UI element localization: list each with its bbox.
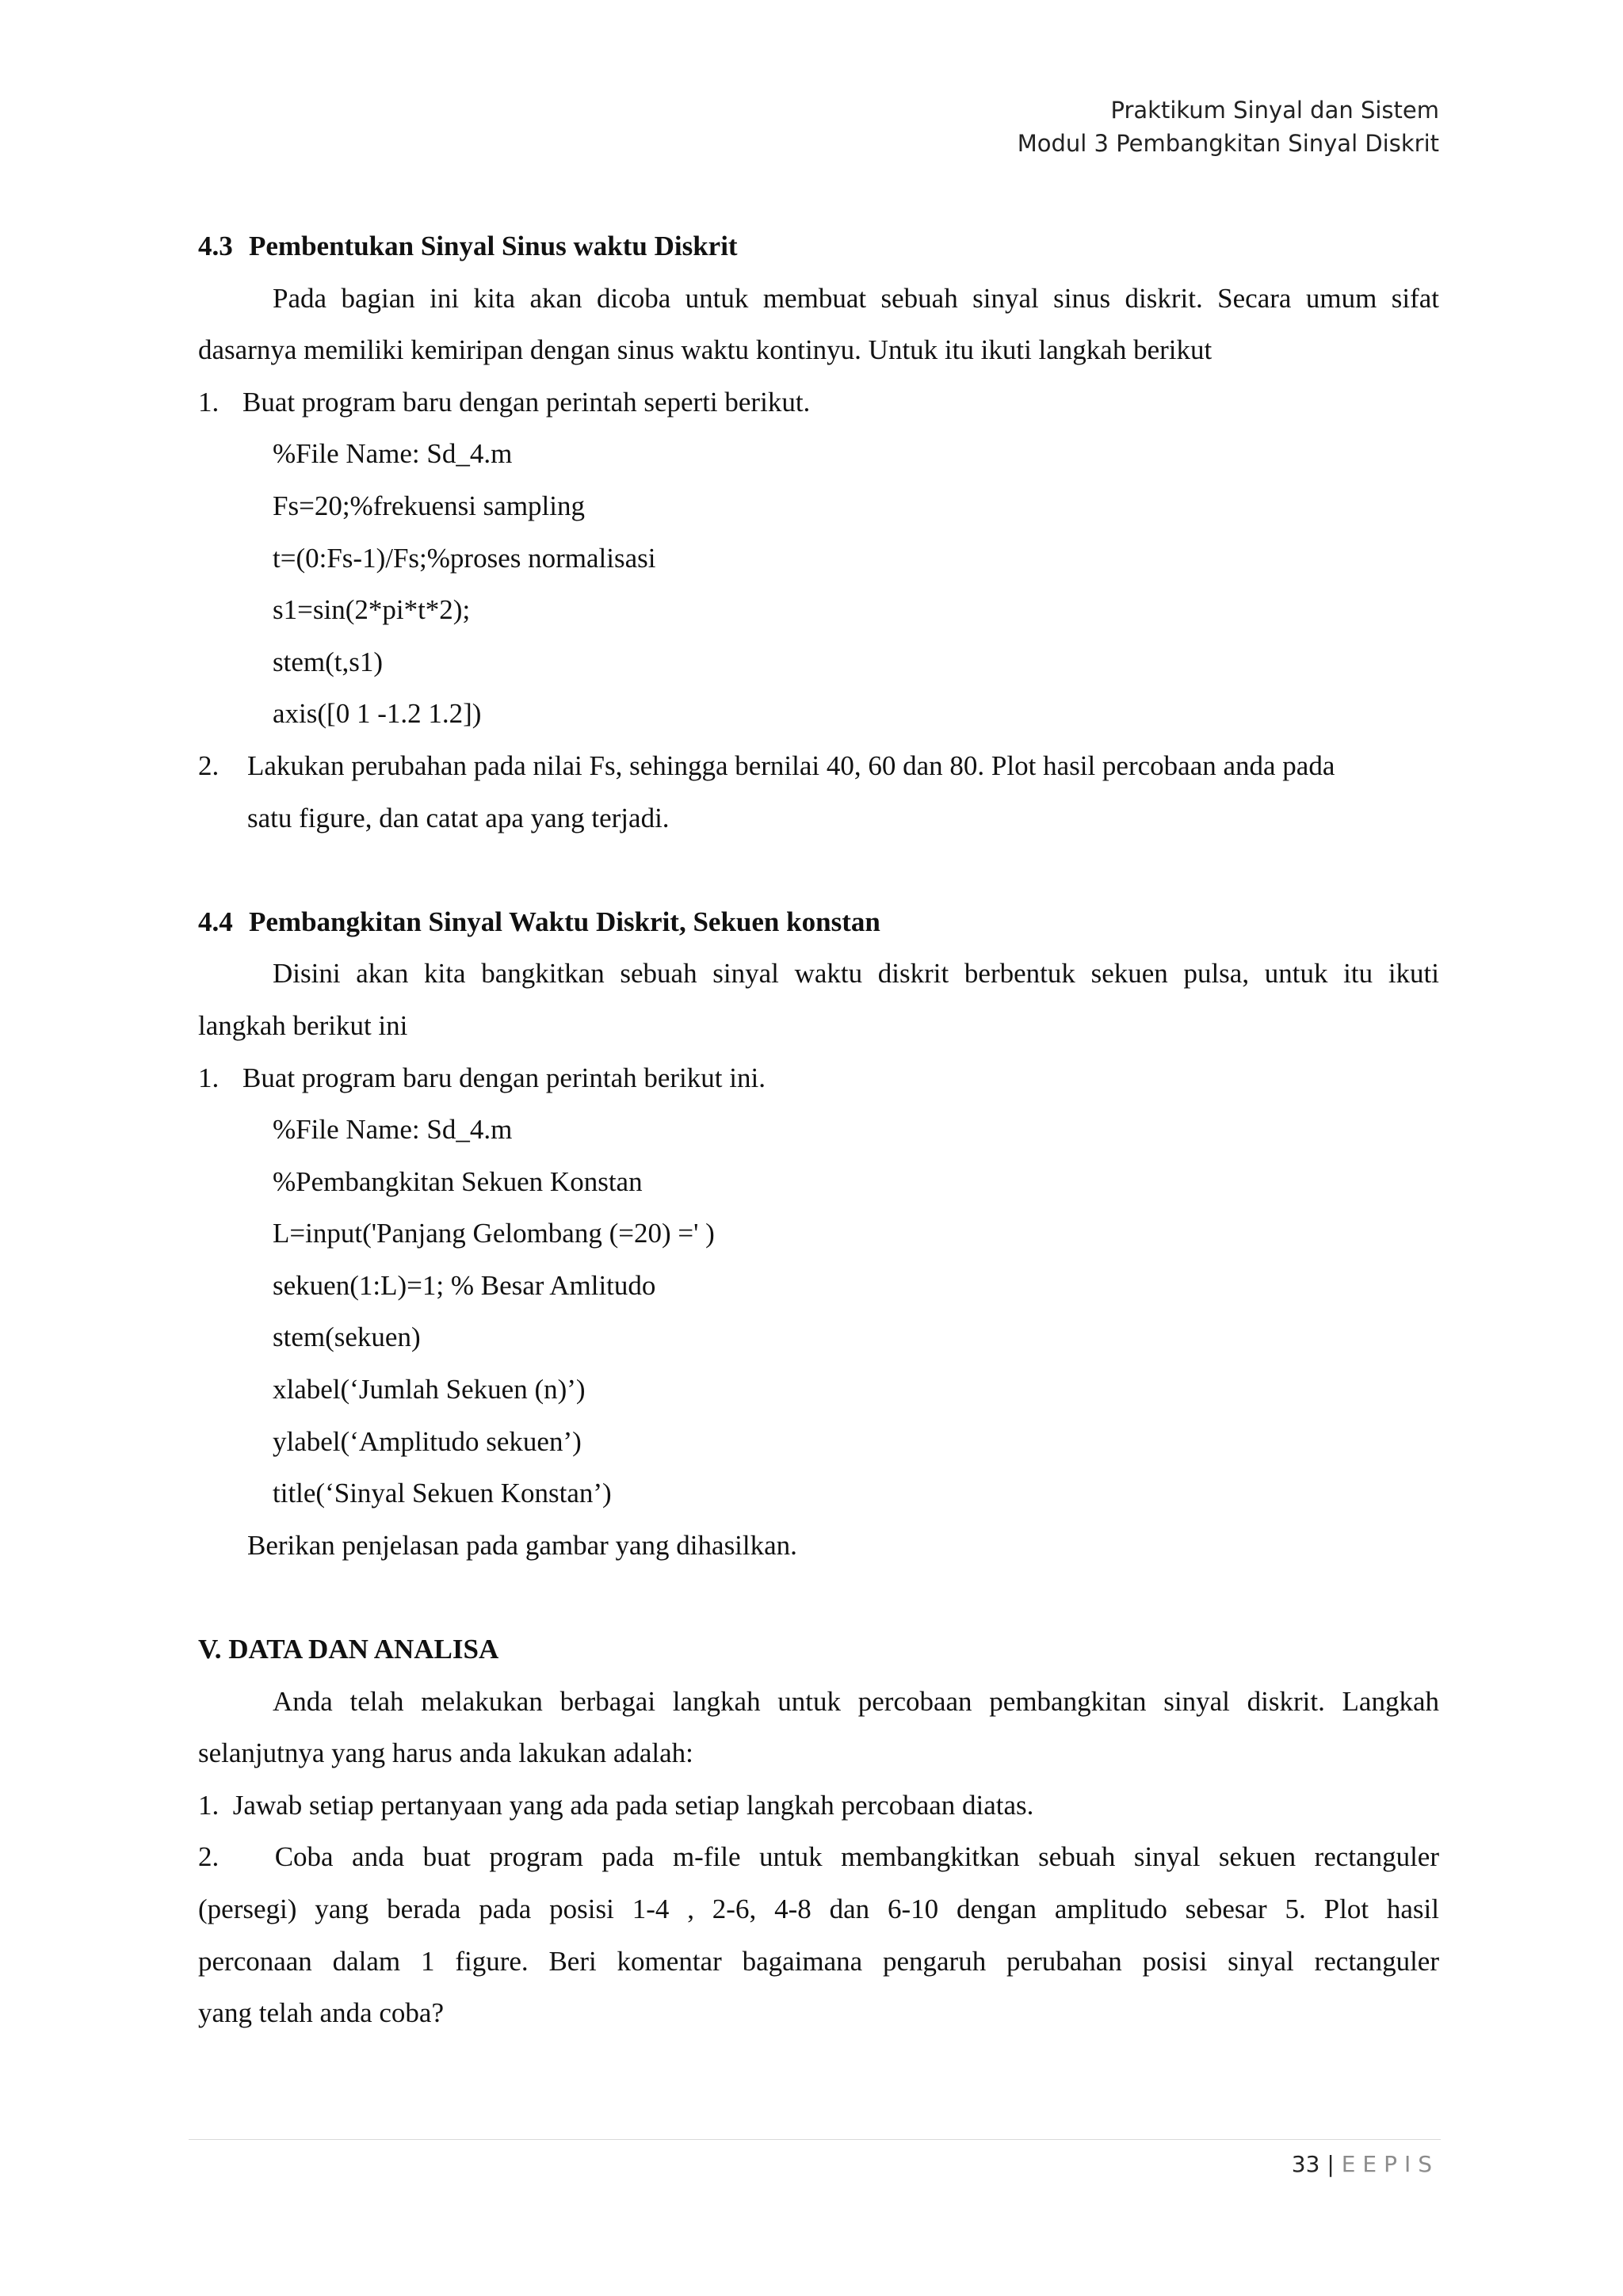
header-course-title: Praktikum Sinyal dan Sistem	[1110, 97, 1439, 124]
page-footer	[1292, 2149, 1439, 2180]
list-item-continuation: perconaan dalam 1 figure. Beri komentar bagaimana pengaruh perubahan posisi sinyal rectanguler	[198, 1945, 1439, 1977]
list-item-text: Lakukan perubahan pada nilai Fs, sehingga bernilai 40, 60 dan 80. Plot hasil percobaan anda pada	[247, 749, 1335, 781]
list-item: 1. Jawab setiap pertanyaan yang ada pada setiap langkah percobaan diatas.	[198, 1789, 1034, 1821]
instruction-note: Berikan penjelasan pada gambar yang dihasilkan.	[247, 1529, 797, 1561]
footer-brand: EEPIS	[1341, 2151, 1439, 2177]
code-line: %Pembangkitan Sekuen Konstan	[273, 1165, 643, 1197]
header-module-title: Modul 3 Pembangkitan Sinyal Diskrit	[1017, 130, 1439, 157]
section-number: 4.3	[198, 231, 233, 261]
list-item-text: Buat program baru dengan perintah seperti berikut.	[242, 386, 811, 418]
code-line: %File Name: Sd_4.m	[273, 1114, 513, 1146]
paragraph-line: Disini akan kita bangkitkan sebuah sinyal waktu diskrit berbentuk sekuen pulsa, untuk itu ikuti	[273, 958, 1439, 990]
code-line: Fs=20;%frekuensi sampling	[273, 490, 586, 521]
list-item: 2. Coba anda buat program pada m-file untuk membangkitkan sebuah sinyal sekuen rectanguler	[198, 1841, 1439, 1873]
section-title: Pembangkitan Sinyal Waktu Diskrit, Sekuen konstan	[249, 906, 880, 937]
paragraph-line: langkah berikut ini	[198, 1009, 408, 1041]
list-number: 1.	[198, 386, 220, 418]
code-line: title(‘Sinyal Sekuen Konstan’)	[273, 1478, 612, 1509]
footer-divider	[189, 2139, 1441, 2140]
list-item-text: Buat program baru dengan perintah berikut ini.	[242, 1062, 766, 1093]
section-v-heading: V. DATA DAN ANALISA	[198, 1634, 499, 1665]
code-line: s1=sin(2*pi*t*2);	[273, 594, 471, 626]
paragraph-line: selanjutnya yang harus anda lakukan adalah:	[198, 1737, 693, 1769]
list-item	[198, 1052, 1439, 1104]
code-line: ylabel(‘Amplitudo sekuen’)	[273, 1425, 582, 1457]
code-line: %File Name: Sd_4.m	[273, 438, 513, 470]
section-4-3-heading	[198, 220, 1439, 273]
paragraph-line: Pada bagian ini kita akan dicoba untuk membuat sebuah sinyal sinus diskrit. Secara umum sifat	[273, 282, 1439, 314]
code-line: t=(0:Fs-1)/Fs;%proses normalisasi	[273, 542, 656, 574]
code-line: stem(sekuen)	[273, 1322, 421, 1353]
list-item	[198, 740, 1439, 792]
section-title: Pembentukan Sinyal Sinus waktu Diskrit	[249, 231, 738, 261]
list-number: 2.	[198, 749, 220, 781]
code-line: sekuen(1:L)=1; % Besar Amlitudo	[273, 1269, 656, 1301]
page-body	[198, 220, 1439, 2039]
section-number: 4.4	[198, 906, 233, 937]
running-header	[1018, 93, 1439, 160]
code-line: axis([0 1 -1.2 1.2])	[273, 698, 482, 730]
section-4-4-heading	[198, 896, 1439, 948]
list-number: 1.	[198, 1062, 220, 1093]
page-number: 33	[1291, 2151, 1320, 2177]
paragraph-line: dasarnya memiliki kemiripan dengan sinus waktu kontinyu. Untuk itu ikuti langkah berikut	[198, 334, 1212, 366]
code-line: L=input('Panjang Gelombang (=20) =' )	[273, 1218, 715, 1249]
list-item-continuation: yang telah anda coba?	[198, 1997, 444, 2029]
code-line: stem(t,s1)	[273, 646, 384, 677]
footer-separator: |	[1327, 2151, 1335, 2177]
paragraph-line: Anda telah melakukan berbagai langkah untuk percobaan pembangkitan sinyal diskrit. Langkah	[273, 1685, 1439, 1717]
code-line: xlabel(‘Jumlah Sekuen (n)’)	[273, 1374, 586, 1405]
list-item-continuation: satu figure, dan catat apa yang terjadi.	[247, 802, 670, 833]
list-item	[198, 376, 1439, 429]
list-item-continuation: (persegi) yang berada pada posisi 1-4 , 2-6, 4-8 dan 6-10 dengan amplitudo sebesar 5. Plot hasil	[198, 1894, 1439, 1924]
